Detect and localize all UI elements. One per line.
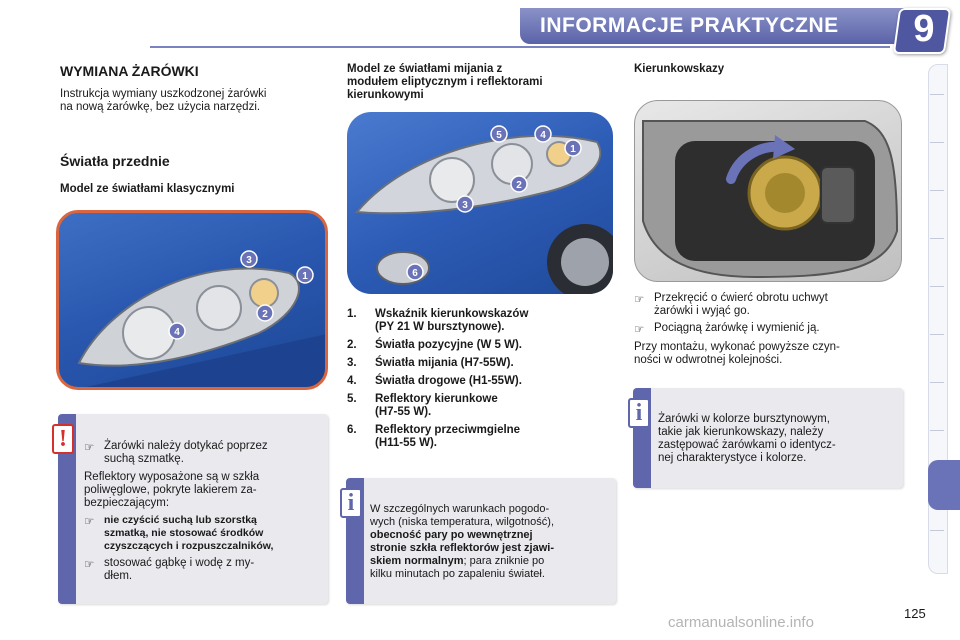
hand-bullet-icon: ☞ — [84, 440, 95, 454]
info-text: W szczególnych warunkach pogodo- — [370, 503, 550, 515]
headlamp-illustration — [347, 112, 613, 294]
side-tab-divider — [930, 94, 944, 95]
svg-text:4: 4 — [174, 327, 180, 338]
callout-1 — [565, 140, 581, 156]
hand-bullet-icon: ☞ — [634, 292, 645, 306]
model-heading: Model ze światłami mijania z — [347, 63, 503, 75]
side-tab-active[interactable] — [928, 460, 960, 510]
list-item: 5. Reflektory kierunkowe (H7-55 W). — [347, 393, 498, 418]
list-item: 6. Reflektory przeciwmgielne (H11-55 W). — [347, 424, 521, 449]
callout-5 — [491, 126, 507, 142]
instruction-text: Przekręcić o ćwierć obrotu uchwyt — [654, 292, 828, 304]
svg-text:2: 2 — [262, 309, 268, 320]
warning-text-bold: czyszczących i rozpuszczalników, — [104, 540, 274, 552]
info-icon: i — [340, 488, 362, 518]
indicator-bulb-photo — [634, 100, 902, 282]
page-number: 125 — [904, 606, 926, 621]
svg-text:3: 3 — [462, 200, 468, 211]
watermark: carmanualsonline.info — [668, 614, 814, 631]
info-text: nej charakterystyce i kolorze. — [658, 452, 807, 464]
svg-text:1: 1 — [302, 271, 308, 282]
warning-text: stosować gąbkę i wodę z my- — [104, 557, 255, 569]
svg-text:5: 5 — [496, 130, 502, 141]
callout-2 — [257, 305, 273, 321]
instruction-text: Pociągną żarówkę i wymienić ją. — [654, 322, 820, 334]
hand-bullet-icon: ☞ — [84, 557, 95, 571]
svg-text:1: 1 — [570, 144, 576, 155]
info-text: takie jak kierunkowskazy, należy — [658, 426, 824, 438]
warning-icon: ! — [52, 424, 74, 454]
svg-text:2: 2 — [516, 180, 522, 191]
instruction-text: ności w odwrotnej kolejności. — [634, 354, 783, 366]
page-header — [0, 0, 960, 62]
indicator-illustration — [635, 101, 902, 282]
warning-text: poliwęglowe, pokryte lakierem za- — [84, 484, 257, 496]
list-item: 3. Światła mijania (H7-55W). — [347, 357, 514, 369]
section-heading: Kierunkowskazy — [634, 63, 725, 75]
side-tab-divider — [930, 190, 944, 191]
intro-text: na nową żarówkę, bez użycia narzędzi. — [60, 101, 261, 113]
warning-text: dłem. — [104, 570, 133, 582]
bulb-list — [347, 308, 619, 455]
list-item: 2. Światła pozycyjne (W 5 W). — [347, 339, 522, 351]
callout-4 — [169, 323, 185, 339]
section-heading: Światła przednie — [60, 153, 170, 169]
header-rule — [150, 46, 890, 48]
instruction-text: Przy montażu, wykonać powyższe czyn- — [634, 341, 840, 353]
info-text: Żarówki w kolorze bursztynowym, — [658, 413, 830, 425]
side-tab-divider — [930, 286, 944, 287]
info-text-bold: stronie szkła reflektorów jest zjawi- — [370, 542, 555, 554]
instruction-text: żarówki i wyjąć go. — [654, 305, 750, 317]
section-title: WYMIANA ŻARÓWKI — [60, 63, 199, 79]
chapter-number: 9 — [913, 8, 935, 50]
side-tab-divider — [930, 382, 944, 383]
model-heading: modułem eliptycznym i reflektorami — [347, 76, 543, 88]
callout-3 — [241, 251, 257, 267]
info-text: kilku minutach po zapaleniu świateł. — [370, 568, 545, 580]
warning-text-bold: nie czyścić suchą lub szorstką — [104, 514, 257, 526]
warning-text: bezpieczającym: — [84, 497, 170, 509]
headlamp-photo-classic — [56, 210, 328, 390]
side-tab-divider — [930, 334, 944, 335]
hand-bullet-icon: ☞ — [634, 322, 645, 336]
side-tab-divider — [930, 142, 944, 143]
side-tab-divider — [930, 530, 944, 531]
info-icon: i — [628, 398, 650, 428]
headlamp-photo-elliptic — [347, 112, 613, 294]
model-heading: kierunkowymi — [347, 89, 424, 101]
info-text-bold: obecność pary po wewnętrznej — [370, 529, 533, 541]
list-item: 1. Wskaźnik kierunkowskazów (PY 21 W bursztynowe). — [347, 308, 529, 333]
page-title: INFORMACJE PRAKTYCZNE — [540, 14, 839, 37]
info-text: skiem normalnym; para zniknie po — [370, 555, 545, 567]
callout-2 — [511, 176, 527, 192]
list-item: 4. Światła drogowe (H1-55W). — [347, 375, 522, 387]
hand-bullet-icon: ☞ — [84, 514, 95, 528]
side-tab-divider — [930, 430, 944, 431]
warning-text: suchą szmatkę. — [104, 453, 184, 465]
callout-6 — [407, 264, 423, 280]
callout-1 — [297, 267, 313, 283]
subsection-heading: Model ze światłami klasycznymi — [60, 183, 235, 195]
svg-text:4: 4 — [540, 130, 546, 141]
side-tab-divider — [930, 238, 944, 239]
headlamp-illustration — [59, 213, 328, 390]
callout-3 — [457, 196, 473, 212]
warning-text: Reflektory wyposażone są w szkła — [84, 471, 260, 483]
intro-text: Instrukcja wymiany uszkodzonej żarówki — [60, 88, 267, 100]
callout-4 — [535, 126, 551, 142]
svg-text:6: 6 — [412, 268, 418, 279]
warning-text: Żarówki należy dotykać poprzez — [104, 440, 268, 452]
info-text: wych (niska temperatura, wilgotność), — [370, 516, 555, 528]
info-text: zastępować żarówkami o identycz- — [658, 439, 836, 451]
warning-text-bold: szmatką, nie stosować środków — [104, 527, 264, 539]
svg-text:3: 3 — [246, 255, 252, 266]
